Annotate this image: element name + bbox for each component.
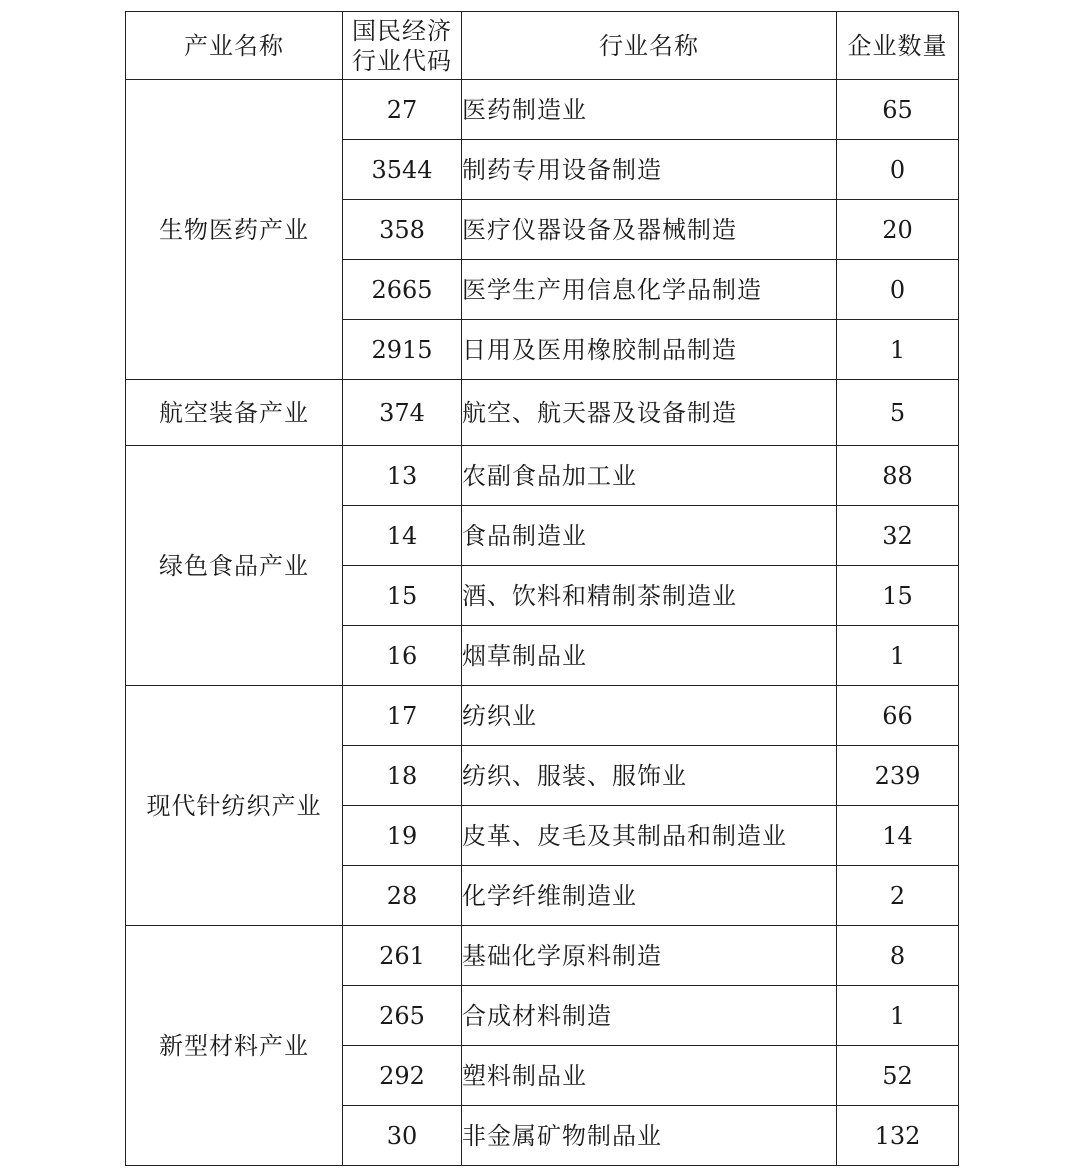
table-row: [126, 446, 959, 506]
sector-name-cell: 基础化学原料制造: [462, 926, 837, 986]
industry-code-cell: 30: [343, 1106, 462, 1166]
sector-name-cell: 塑料制品业: [462, 1046, 837, 1106]
enterprise-count-cell: 1: [837, 320, 959, 380]
enterprise-count-cell: 14: [837, 806, 959, 866]
sector-name-cell: 皮革、皮毛及其制品和制造业: [462, 806, 837, 866]
header-code: [343, 12, 462, 80]
sector-name-cell: 食品制造业: [462, 506, 837, 566]
industry-code-cell: 14: [343, 506, 462, 566]
enterprise-count-cell: 15: [837, 566, 959, 626]
industry-code-cell: 374: [343, 380, 462, 446]
table-row: [126, 380, 959, 446]
industry-name-cell: 绿色食品产业: [126, 446, 343, 686]
sector-name-cell: 制药专用设备制造: [462, 140, 837, 200]
header-code-line1: 国民经济: [352, 16, 452, 45]
enterprise-count-cell: 0: [837, 140, 959, 200]
header-code-line2: 行业代码: [352, 46, 452, 75]
industry-code-cell: 13: [343, 446, 462, 506]
enterprise-count-cell: 8: [837, 926, 959, 986]
header-sector: 行业名称: [462, 12, 837, 80]
table-header-row: [126, 12, 959, 80]
sector-name-cell: 纺织、服装、服饰业: [462, 746, 837, 806]
industry-code-cell: 27: [343, 80, 462, 140]
enterprise-count-cell: 0: [837, 260, 959, 320]
sector-name-cell: 医药制造业: [462, 80, 837, 140]
industry-table: [125, 11, 959, 1166]
enterprise-count-cell: 2: [837, 866, 959, 926]
sector-name-cell: 日用及医用橡胶制品制造: [462, 320, 837, 380]
header-count: 企业数量: [837, 12, 959, 80]
enterprise-count-cell: 1: [837, 986, 959, 1046]
table-row: [126, 686, 959, 746]
industry-code-cell: 2915: [343, 320, 462, 380]
industry-name-cell: 航空装备产业: [126, 380, 343, 446]
table-row: [126, 80, 959, 140]
header-industry: 产业名称: [126, 12, 343, 80]
sector-name-cell: 烟草制品业: [462, 626, 837, 686]
industry-code-cell: 3544: [343, 140, 462, 200]
industry-code-cell: 17: [343, 686, 462, 746]
industry-code-cell: 265: [343, 986, 462, 1046]
sector-name-cell: 航空、航天器及设备制造: [462, 380, 837, 446]
enterprise-count-cell: 65: [837, 80, 959, 140]
sector-name-cell: 化学纤维制造业: [462, 866, 837, 926]
industry-name-cell: 现代针纺织产业: [126, 686, 343, 926]
industry-code-cell: 261: [343, 926, 462, 986]
industry-code-cell: 2665: [343, 260, 462, 320]
sector-name-cell: 非金属矿物制品业: [462, 1106, 837, 1166]
enterprise-count-cell: 20: [837, 200, 959, 260]
sector-name-cell: 医疗仪器设备及器械制造: [462, 200, 837, 260]
enterprise-count-cell: 132: [837, 1106, 959, 1166]
sector-name-cell: 纺织业: [462, 686, 837, 746]
industry-code-cell: 18: [343, 746, 462, 806]
industry-code-cell: 16: [343, 626, 462, 686]
industry-code-cell: 358: [343, 200, 462, 260]
industry-code-cell: 292: [343, 1046, 462, 1106]
enterprise-count-cell: 88: [837, 446, 959, 506]
industry-name-cell: 新型材料产业: [126, 926, 343, 1166]
sector-name-cell: 医学生产用信息化学品制造: [462, 260, 837, 320]
industry-code-cell: 15: [343, 566, 462, 626]
sector-name-cell: 农副食品加工业: [462, 446, 837, 506]
sector-name-cell: 酒、饮料和精制茶制造业: [462, 566, 837, 626]
table-row: [126, 926, 959, 986]
enterprise-count-cell: 66: [837, 686, 959, 746]
enterprise-count-cell: 52: [837, 1046, 959, 1106]
enterprise-count-cell: 32: [837, 506, 959, 566]
sector-name-cell: 合成材料制造: [462, 986, 837, 1046]
enterprise-count-cell: 5: [837, 380, 959, 446]
industry-code-cell: 19: [343, 806, 462, 866]
industry-name-cell: 生物医药产业: [126, 80, 343, 380]
enterprise-count-cell: 1: [837, 626, 959, 686]
enterprise-count-cell: 239: [837, 746, 959, 806]
industry-code-cell: 28: [343, 866, 462, 926]
